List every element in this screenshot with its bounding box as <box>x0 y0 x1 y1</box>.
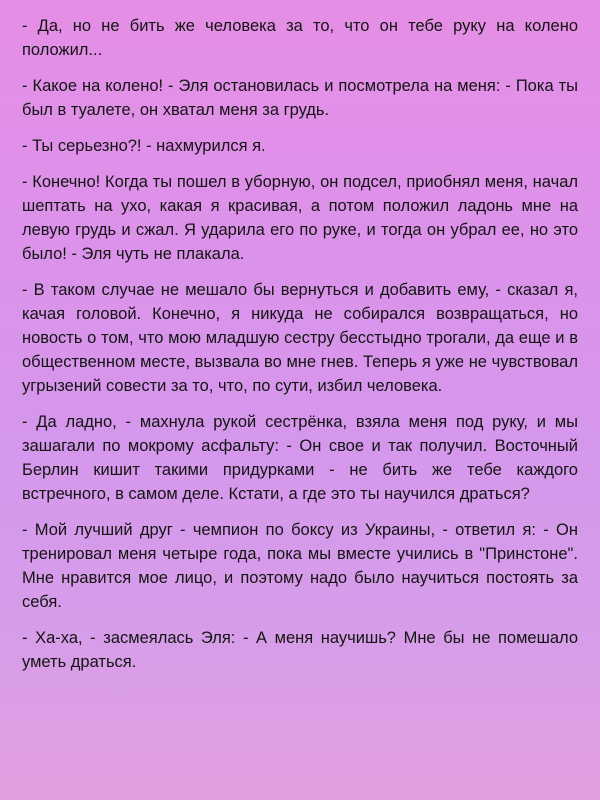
paragraph-6: - Да ладно, - махнула рукой сестрёнка, взяла меня под руку, и мы зашагали по мокрому асфальту: - Он свое и так получил. Восточный Берлин кишит такими придурками - не бить же тебе каждого встречного, в самом деле. Кстати, а где это ты научился драться? <box>22 413 578 503</box>
paragraph-1: - Да, но не бить же человека за то, что он тебе руку на колено положил... <box>22 17 578 59</box>
paragraph-4: - Конечно! Когда ты пошел в уборную, он подсел, приобнял меня, начал шептать на ухо, какая я красивая, а потом положил ладонь мне на левую грудь и сжал. Я ударила его по руке, и тогда он убрал ее, но это было! - Эля чуть не плакала. <box>22 173 578 263</box>
paragraph-3: - Ты серьезно?! - нахмурился я. <box>22 137 266 155</box>
paragraph-8: - Ха-ха, - засмеялась Эля: - А меня научишь? Мне бы не помешало уметь драться. <box>22 629 578 671</box>
paragraph-7: - Мой лучший друг - чемпион по боксу из Украины, - ответил я: - Он тренировал меня четыре года, пока мы вместе учились в "Принстоне". Мне нравится мое лицо, и поэтому надо было научиться постоять за себя. <box>22 521 578 611</box>
paragraph-2: - Какое на колено! - Эля остановилась и посмотрела на меня: - Пока ты был в туалете, он хватал меня за грудь. <box>22 77 578 119</box>
paragraph-5: - В таком случае не мешало бы вернуться и добавить ему, - сказал я, качая головой. Конечно, я никуда не собирался возвращаться, но новость о том, что мою младшую сестру бесстыдно трогали, да еще и в общественном месте, вызвала во мне гнев. Теперь я уже не чувствовал угрызений совести за то, что, по сути, избил человека. <box>22 281 578 395</box>
